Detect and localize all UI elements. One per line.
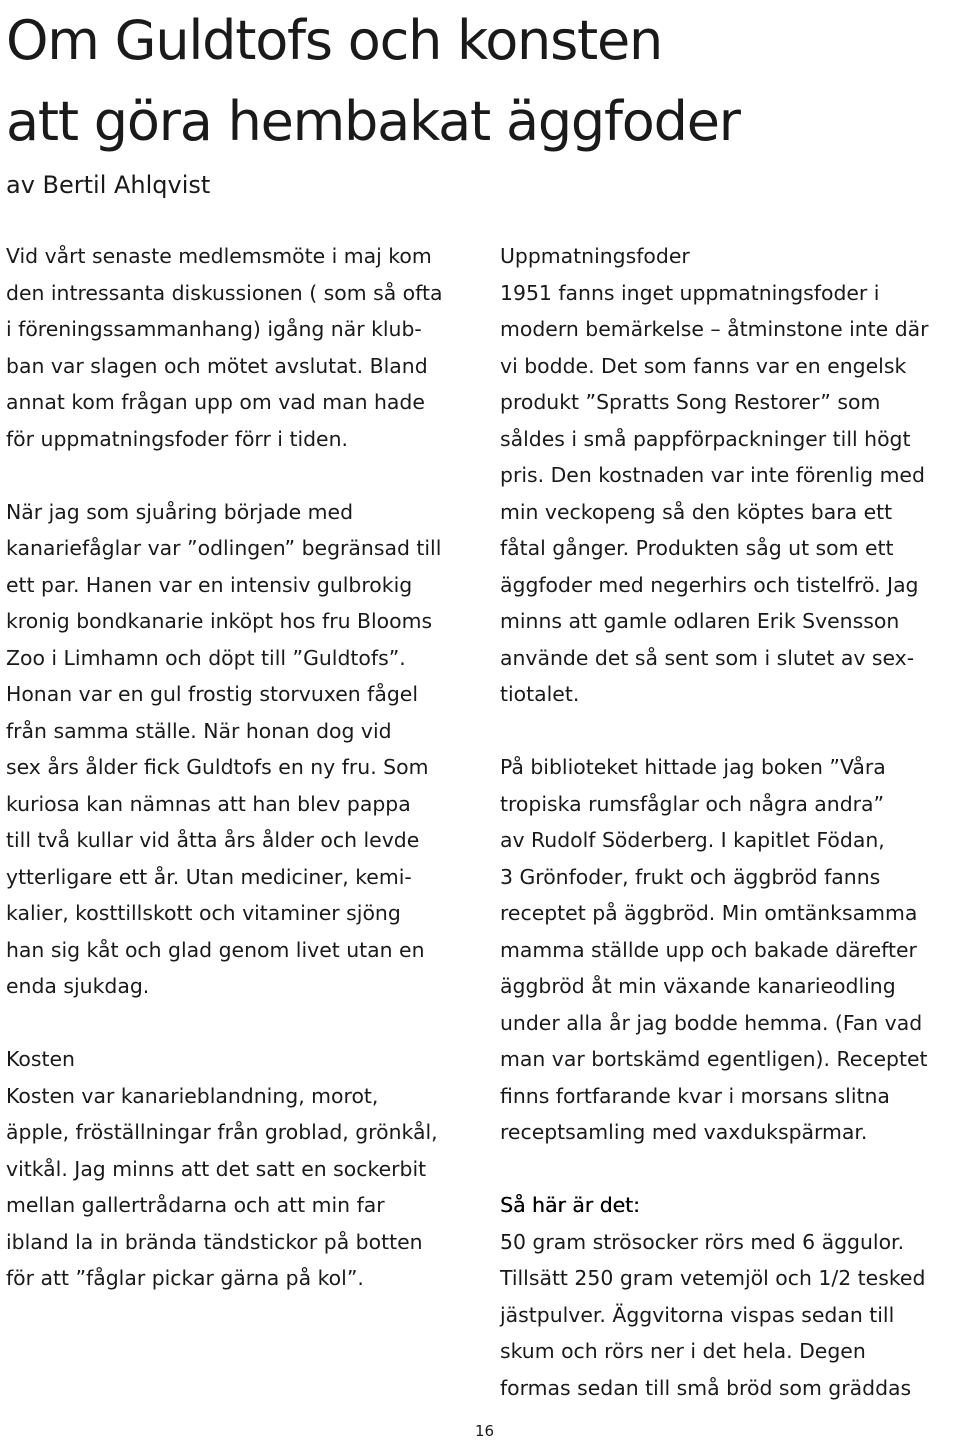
text-line: Tillsätt 250 gram vetemjöl och 1/2 tesked [500,1266,926,1290]
text-line: kuriosa kan nämnas att han blev pappa [6,791,411,816]
text-line: ibland la in brända tändstickor på botten [6,1229,423,1254]
text-line: receptet på äggbröd. Min omtänksamma [500,901,918,925]
text-line: mellan gallertrådarna och att min far [6,1193,385,1217]
text-line: äpple, fröställningar från groblad, grönkål, [6,1120,438,1144]
paragraph-intro [6,238,466,457]
paragraph-guldtofs [6,494,466,1005]
page-number: 16 [475,1422,495,1440]
text-line: 1951 fanns inget uppmatningsfoder i [500,280,880,305]
section-heading-uppmatningsfoder: Uppmatningsfoder [500,244,690,268]
text-line: under alla år jag bodde hemma. (Fan vad [500,1010,923,1035]
text-line: man var bortskämd egentligen). Receptet [500,1047,928,1071]
article-title [6,0,946,162]
byline: av Bertil Ahlqvist [6,171,211,199]
title-line: Om Guldtofs och konsten [6,9,663,72]
text-line: minns att gamle odlaren Erik Svensson [500,609,900,633]
text-line: kanariefåglar var ”odlingen” begränsad till [6,536,442,560]
text-line: i föreningssammanhang) igång när klub- [6,317,422,341]
paragraph-gap [500,713,960,750]
text-line: tropiska rumsfåglar och några andra” [500,791,885,816]
text-line: fåtal gånger. Produkten såg ut som ett [500,536,894,560]
text-line: enda sjukdag. [6,974,150,998]
text-line: såldes i små pappförpackninger till högt [500,426,911,451]
text-line: Zoo i Limhamn och döpt till ”Guldtofs”. [6,645,406,670]
text-line: ban var slagen och mötet avslutat. Bland [6,353,428,378]
text-line: vi bodde. Det som fanns var en engelsk [500,353,907,378]
text-line: för uppmatningsfoder förr i tiden. [6,426,349,451]
section-heading-kosten: Kosten [6,1047,75,1071]
text-line: Vid vårt senaste medlemsmöte i maj kom [6,244,432,268]
text-line: produkt ”Spratts Song Restorer” som [500,390,881,414]
text-line: från samma ställe. När honan dog vid [6,718,392,743]
text-line: Honan var en gul frostig storvuxen fågel [6,682,419,706]
section-recipe [500,1187,960,1406]
right-column [500,238,960,1406]
text-line: ytterligare ett år. Utan mediciner, kemi- [6,864,412,889]
text-line: han sig kåt och glad genom livet utan en [6,937,425,962]
text-line: receptsamling med vaxdukspärmar. [500,1120,868,1144]
text-line: skum och rörs ner i det hela. Degen [500,1339,866,1363]
text-line: sex års ålder fick Guldtofs en ny fru. Som [6,755,429,779]
text-line: äggfoder med negerhirs och tistelfrö. Jag [500,572,919,597]
text-line: för att ”fåglar pickar gärna på kol”. [6,1266,364,1290]
text-line: kronig bondkanarie inköpt hos fru Blooms [6,609,433,633]
text-line: modern bemärkelse – åtminstone inte där [500,317,929,341]
text-line: äggbröd åt min växande kanarieodling [500,974,896,998]
text-line: jästpulver. Äggvitorna vispas sedan till [500,1302,895,1327]
text-line: den intressanta diskussionen ( som så ofta [6,280,443,305]
title-line: att göra hembakat äggfoder [6,90,740,153]
text-line: kalier, kosttillskott och vitaminer sjöng [6,901,401,925]
text-line: tiotalet. [500,682,580,706]
paragraph-gap [6,457,466,494]
text-line: mamma ställde upp och bakade därefter [500,937,917,962]
text-line: Kosten var kanarieblandning, morot, [6,1083,379,1108]
paragraph-biblioteket [500,749,960,1151]
paragraph-gap [6,1005,466,1042]
left-column [6,238,466,1297]
text-line: till två kullar vid åtta års ålder och levde [6,828,420,852]
text-line: När jag som sjuåring började med [6,499,354,524]
paragraph-gap [500,1151,960,1188]
text-line: använde det så sent som i slutet av sex- [500,645,915,670]
text-line: pris. Den kostnaden var inte förenlig med [500,463,925,487]
text-line: ett par. Hanen var en intensiv gulbrokig [6,572,413,597]
text-line: min veckopeng så den köptes bara ett [500,499,893,524]
text-line: 3 Grönfoder, frukt och äggbröd fanns [500,864,881,889]
section-heading-recipe: Så här är det: [500,1193,640,1217]
text-line: formas sedan till små bröd som gräddas [500,1375,912,1400]
text-line: av Rudolf Söderberg. I kapitlet Födan, [500,828,885,852]
text-line: finns fortfarande kvar i morsans slitna [500,1083,890,1108]
text-line: annat kom frågan upp om vad man hade [6,390,425,414]
text-line: 50 gram strösocker rörs med 6 äggulor. [500,1229,905,1254]
section-uppmatningsfoder [500,238,960,713]
text-line: vitkål. Jag minns att det satt en sockerbit [6,1156,427,1181]
text-line: På biblioteket hittade jag boken ”Våra [500,755,886,779]
section-kosten [6,1041,466,1297]
